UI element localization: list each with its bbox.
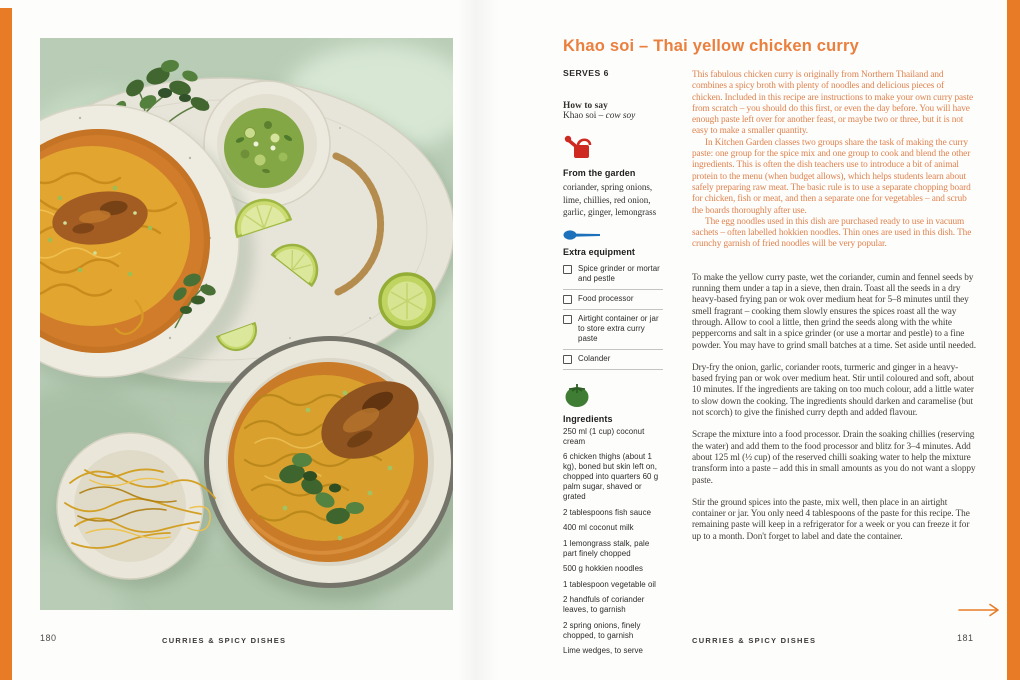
section-label-left: CURRIES & SPICY DISHES: [162, 636, 287, 645]
intro-paragraphs: [692, 70, 976, 251]
ingredient-item: 6 chicken thighs (about 1 kg), boned but skin left on, chopped into quarters 60 g palm sugar, shaved or grated: [563, 452, 659, 501]
from-the-garden-text: coriander, spring onions, lime, chillies, red onion, garlic, ginger, lemongrass: [563, 182, 657, 217]
cover-edge-left: [0, 8, 12, 680]
extra-equipment-block: [563, 247, 663, 370]
how-to-say-text: Khao soi – cow soy: [563, 111, 636, 121]
next-page-arrow-icon: [957, 602, 1003, 618]
equipment-item: [563, 310, 663, 350]
ingredients-block: [563, 414, 663, 657]
equipment-label: Colander: [578, 353, 611, 363]
checkbox-icon: [563, 355, 572, 364]
method-paragraph: Stir the ground spices into the paste, mix well, then place in an airtight container or jar. You only need 4 tablespoons of the paste for this recipe. The remaining paste will keep in a refrigerator for a week or you can freeze it for up to a month. Don't forget to label and date the container.: [692, 497, 970, 542]
equipment-list: [563, 260, 663, 370]
cover-edge-right: [1007, 0, 1020, 680]
how-to-say-block: [563, 101, 663, 121]
serves-label: SERVES 6: [563, 68, 609, 78]
ingredient-item: 2 tablespoons fish sauce: [563, 507, 652, 517]
checkbox-icon: [563, 265, 572, 274]
ingredient-item: 1 lemongrass stalk, pale part finely chopped: [563, 538, 650, 558]
ingredient-item: 500 g hokkien noodles: [563, 564, 644, 573]
from-the-garden-heading: From the garden: [563, 168, 636, 178]
checkbox-icon: [563, 295, 572, 304]
method-paragraphs: [692, 273, 976, 543]
method-paragraph: To make the yellow curry paste, wet the coriander, cumin and fennel seeds by running them under a tap in a sieve, then drain. Toast all the seeds in a dry heavy-based frying pan or wok over medium heat for 5–8 minutes until they smell fragrant – cooking them slowly ensures the spices roast all the way through. Allow to cool a little, then grind the seeds along with the white peppercorns and salt in a spice grinder (or use a mortar and pestle) to a fine powder. You may have to grind small batches at a time. Set aside until needed.: [692, 272, 976, 351]
recipe-photo: [40, 38, 453, 610]
ingredient-item: 2 spring onions, finely chopped, to garnish: [563, 620, 641, 640]
equipment-item: [563, 290, 663, 310]
equipment-label: Airtight container or jar to store extra curry paste: [578, 313, 659, 343]
section-label-right: CURRIES & SPICY DISHES: [692, 636, 817, 645]
recipe-title: Khao soi – Thai yellow chicken curry: [563, 37, 860, 55]
ingredient-item: 400 ml coconut milk: [563, 523, 634, 532]
equipment-item: [563, 260, 663, 290]
ingredient-item: 2 handfuls of coriander leaves, to garnish: [563, 595, 645, 614]
ingredient-item: Lime wedges, to serve: [563, 646, 643, 655]
intro-paragraph: In Kitchen Garden classes two groups share the task of making the curry paste: one group for the spice mix and one group to cook and blend the other ingredients. This is often the dish teachers use to introduce a bit of animal protein to the menu (when budget allows), which helps students learn about safely preparing raw meat. The basic rule is to use a separate chopping board for chicken, fish or meat, and then a separate one for vegetables – and scrub the boards thoroughly after use.: [692, 137, 971, 216]
ingredient-item: 250 ml (1 cup) coconut cream: [563, 426, 645, 446]
equipment-item: [563, 350, 663, 370]
method-paragraph: Dry-fry the onion, garlic, coriander roots, turmeric and ginger in a heavy-based frying pan or wok over medium heat. Stir until coloured and soft, about 10 minutes. If the ingredients are taking on too much colour, add a little water to slow down the cooking. The ingredients should darken and caramelise (but not scorch) to give the finished curry depth and added flavour.: [692, 362, 974, 419]
equipment-label: Spice grinder or mortar and pestle: [578, 263, 660, 283]
khao-soi-photo-illustration: [40, 38, 453, 610]
equipment-label: Food processor: [578, 293, 634, 303]
intro-paragraph: This fabulous chicken curry is originally from Northern Thailand and combines a spicy broth with plenty of noodles and delicious pieces of chicken. Included in this recipe are instructions to make your own curry paste from scratch – you should do this first, or even the day before. You will have enough paste left over for another feast, or maybe two or three, but it is not easy to make a smaller quantity.: [692, 70, 974, 137]
page-number-left: 180: [40, 633, 57, 643]
spoon-icon: [563, 229, 603, 241]
checkbox-icon: [563, 315, 572, 324]
watering-can-icon: [563, 134, 595, 162]
ingredients-heading: Ingredients: [563, 413, 613, 424]
extra-equipment-heading: Extra equipment: [563, 246, 636, 257]
ingredients-list: [563, 427, 663, 657]
how-to-say-heading: How to say: [563, 101, 608, 111]
method-paragraph: Scrape the mixture into a food processor. Drain the soaking chillies (reserving the water) and add them to the food processor and blitz for 3–4 minutes. Add about 125 ml (½ cup) of the reserved chilli soaking water to help the mixture transform into a paste – add this in small amounts as you do not want a sloppy paste.: [692, 430, 976, 486]
page-number-right: 181: [957, 633, 974, 643]
recipe-body: [692, 70, 976, 554]
page-gutter: [458, 0, 498, 680]
tomato-icon: [563, 382, 591, 408]
from-the-garden-block: [563, 168, 663, 219]
intro-paragraph: The egg noodles used in this dish are purchased ready to use in vacuum sachets – often labelled hokkien noodles. Thin ones are used in this dish. The crunchy garnish of fried noodles will be very popular.: [692, 216, 972, 250]
recipe-sidebar: [563, 68, 663, 662]
ingredient-item: 1 tablespoon vegetable oil: [563, 579, 656, 589]
